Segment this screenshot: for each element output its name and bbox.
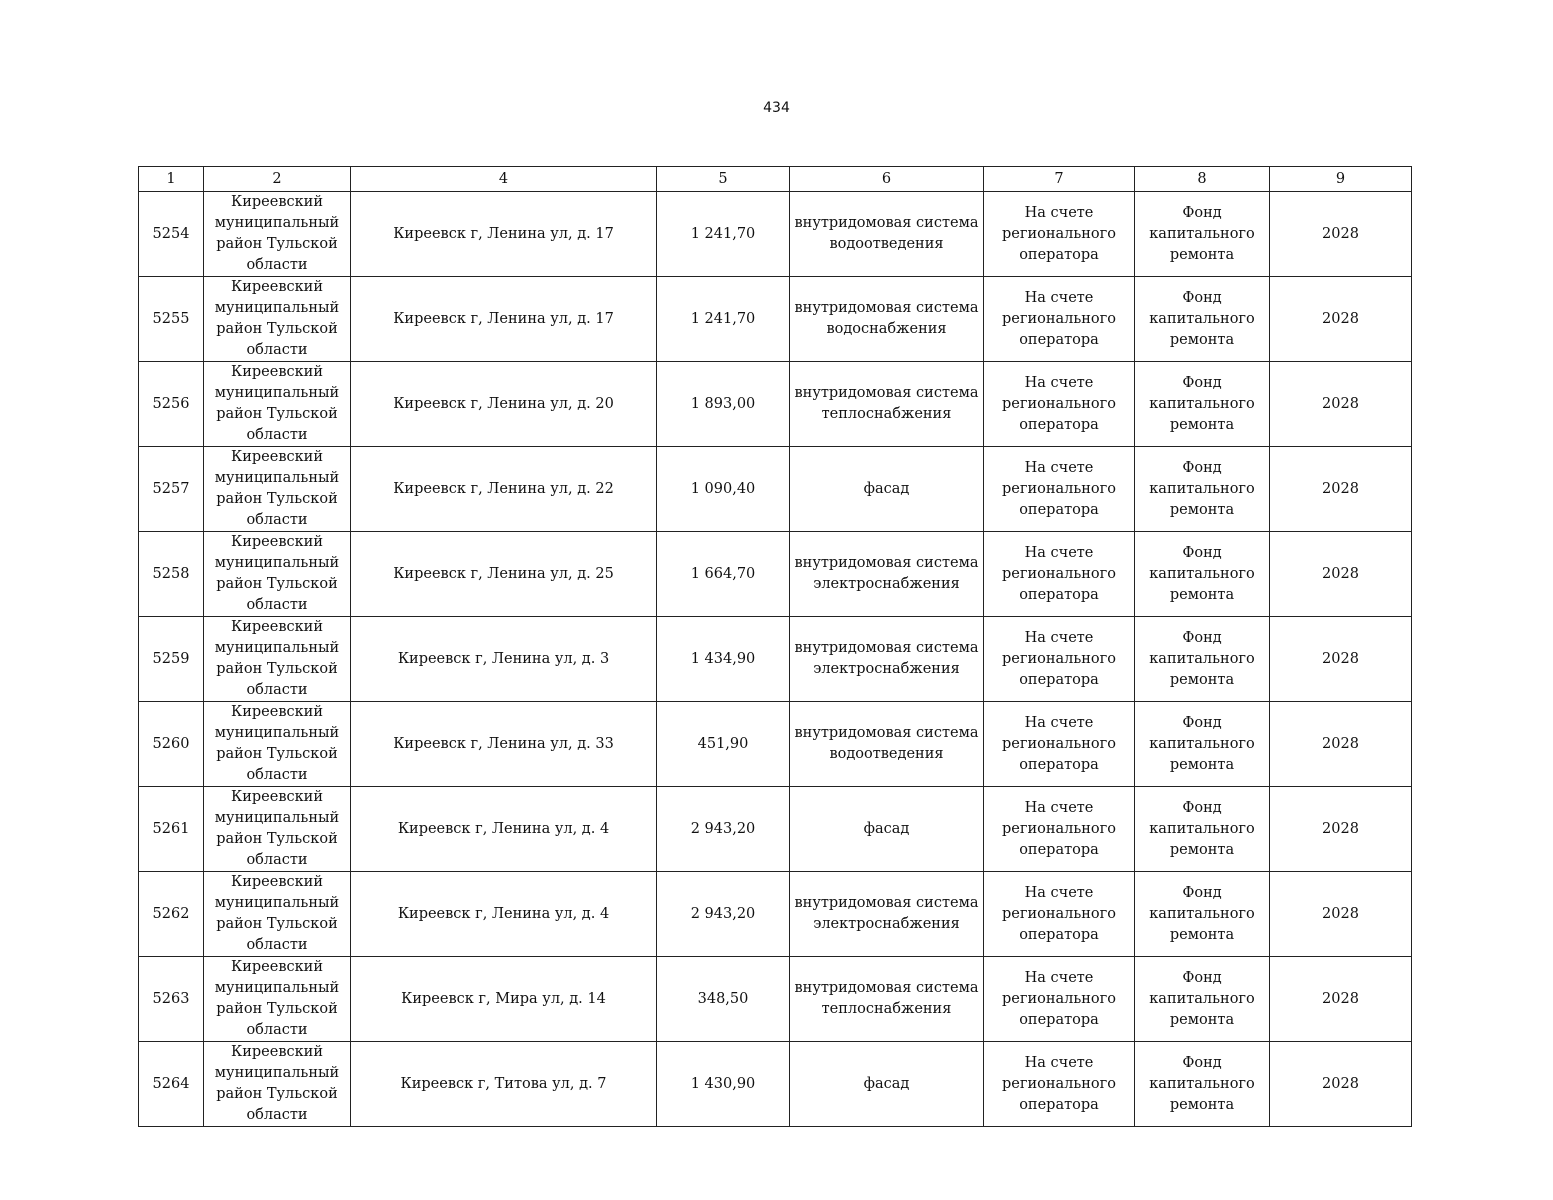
- row-number-cell: 5259: [139, 617, 204, 702]
- work-type-cell: внутридомовая система теплоснабжения: [790, 957, 984, 1042]
- municipality-cell: Киреевский муниципальный район Тульской области: [204, 702, 351, 787]
- work-type-cell: внутридомовая система электроснабжения: [790, 872, 984, 957]
- header-cell: 1: [139, 167, 204, 192]
- municipality-cell: Киреевский муниципальный район Тульской области: [204, 1042, 351, 1127]
- year-cell: 2028: [1270, 277, 1412, 362]
- row-number-cell: 5261: [139, 787, 204, 872]
- address-cell: Киреевск г, Ленина ул, д. 17: [351, 192, 657, 277]
- row-number-cell: 5264: [139, 1042, 204, 1127]
- funding-source-cell: Фонд капитального ремонта: [1135, 872, 1270, 957]
- header-cell: 6: [790, 167, 984, 192]
- area-value-cell: 1 241,70: [657, 277, 790, 362]
- work-type-cell: внутридомовая система теплоснабжения: [790, 362, 984, 447]
- funding-source-cell: Фонд капитального ремонта: [1135, 617, 1270, 702]
- funding-source-cell: Фонд капитального ремонта: [1135, 192, 1270, 277]
- account-method-cell: На счете регионального оператора: [984, 957, 1135, 1042]
- address-cell: Киреевск г, Ленина ул, д. 33: [351, 702, 657, 787]
- table-row: [139, 362, 1412, 447]
- account-method-cell: На счете регионального оператора: [984, 617, 1135, 702]
- year-cell: 2028: [1270, 362, 1412, 447]
- municipality-cell: Киреевский муниципальный район Тульской области: [204, 192, 351, 277]
- municipality-cell: Киреевский муниципальный район Тульской области: [204, 617, 351, 702]
- year-cell: 2028: [1270, 957, 1412, 1042]
- year-cell: 2028: [1270, 532, 1412, 617]
- municipality-cell: Киреевский муниципальный район Тульской области: [204, 277, 351, 362]
- work-type-cell: внутридомовая система водоотведения: [790, 192, 984, 277]
- account-method-cell: На счете регионального оператора: [984, 702, 1135, 787]
- year-cell: 2028: [1270, 192, 1412, 277]
- header-cell: 9: [1270, 167, 1412, 192]
- account-method-cell: На счете регионального оператора: [984, 277, 1135, 362]
- header-cell: 8: [1135, 167, 1270, 192]
- work-type-cell: фасад: [790, 787, 984, 872]
- page-number: 434: [763, 100, 790, 116]
- address-cell: Киреевск г, Ленина ул, д. 4: [351, 872, 657, 957]
- funding-source-cell: Фонд капитального ремонта: [1135, 447, 1270, 532]
- header-cell: 2: [204, 167, 351, 192]
- year-cell: 2028: [1270, 702, 1412, 787]
- row-number-cell: 5262: [139, 872, 204, 957]
- table-row: [139, 532, 1412, 617]
- funding-source-cell: Фонд капитального ремонта: [1135, 532, 1270, 617]
- account-method-cell: На счете регионального оператора: [984, 192, 1135, 277]
- row-number-cell: 5263: [139, 957, 204, 1042]
- year-cell: 2028: [1270, 787, 1412, 872]
- table-header-row: [139, 167, 1412, 192]
- row-number-cell: 5256: [139, 362, 204, 447]
- row-number-cell: 5255: [139, 277, 204, 362]
- address-cell: Киреевск г, Ленина ул, д. 3: [351, 617, 657, 702]
- address-cell: Киреевск г, Ленина ул, д. 4: [351, 787, 657, 872]
- municipality-cell: Киреевский муниципальный район Тульской области: [204, 787, 351, 872]
- header-cell: 5: [657, 167, 790, 192]
- table-row: [139, 277, 1412, 362]
- municipality-cell: Киреевский муниципальный район Тульской области: [204, 532, 351, 617]
- area-value-cell: 348,50: [657, 957, 790, 1042]
- area-value-cell: 1 893,00: [657, 362, 790, 447]
- funding-source-cell: Фонд капитального ремонта: [1135, 1042, 1270, 1127]
- table-row: [139, 1042, 1412, 1127]
- funding-source-cell: Фонд капитального ремонта: [1135, 787, 1270, 872]
- area-value-cell: 1 430,90: [657, 1042, 790, 1127]
- account-method-cell: На счете регионального оператора: [984, 787, 1135, 872]
- area-value-cell: 1 434,90: [657, 617, 790, 702]
- table-row: [139, 957, 1412, 1042]
- account-method-cell: На счете регионального оператора: [984, 872, 1135, 957]
- table-row: [139, 617, 1412, 702]
- municipality-cell: Киреевский муниципальный район Тульской области: [204, 872, 351, 957]
- municipality-cell: Киреевский муниципальный район Тульской области: [204, 957, 351, 1042]
- address-cell: Киреевск г, Титова ул, д. 7: [351, 1042, 657, 1127]
- work-type-cell: внутридомовая система водоснабжения: [790, 277, 984, 362]
- header-cell: 7: [984, 167, 1135, 192]
- address-cell: Киреевск г, Ленина ул, д. 17: [351, 277, 657, 362]
- table-row: [139, 787, 1412, 872]
- work-type-cell: фасад: [790, 1042, 984, 1127]
- area-value-cell: 1 241,70: [657, 192, 790, 277]
- area-value-cell: 1 090,40: [657, 447, 790, 532]
- funding-source-cell: Фонд капитального ремонта: [1135, 702, 1270, 787]
- row-number-cell: 5254: [139, 192, 204, 277]
- year-cell: 2028: [1270, 447, 1412, 532]
- address-cell: Киреевск г, Ленина ул, д. 25: [351, 532, 657, 617]
- capital-repair-table: [138, 166, 1412, 1127]
- table-row: [139, 447, 1412, 532]
- funding-source-cell: Фонд капитального ремонта: [1135, 957, 1270, 1042]
- work-type-cell: внутридомовая система электроснабжения: [790, 532, 984, 617]
- year-cell: 2028: [1270, 872, 1412, 957]
- account-method-cell: На счете регионального оператора: [984, 362, 1135, 447]
- address-cell: Киреевск г, Ленина ул, д. 22: [351, 447, 657, 532]
- table-row: [139, 192, 1412, 277]
- table-row: [139, 872, 1412, 957]
- work-type-cell: фасад: [790, 447, 984, 532]
- header-cell: 4: [351, 167, 657, 192]
- work-type-cell: внутридомовая система электроснабжения: [790, 617, 984, 702]
- account-method-cell: На счете регионального оператора: [984, 447, 1135, 532]
- work-type-cell: внутридомовая система водоотведения: [790, 702, 984, 787]
- funding-source-cell: Фонд капитального ремонта: [1135, 362, 1270, 447]
- row-number-cell: 5258: [139, 532, 204, 617]
- account-method-cell: На счете регионального оператора: [984, 532, 1135, 617]
- area-value-cell: 451,90: [657, 702, 790, 787]
- area-value-cell: 2 943,20: [657, 872, 790, 957]
- table-row: [139, 702, 1412, 787]
- year-cell: 2028: [1270, 617, 1412, 702]
- municipality-cell: Киреевский муниципальный район Тульской области: [204, 447, 351, 532]
- area-value-cell: 1 664,70: [657, 532, 790, 617]
- funding-source-cell: Фонд капитального ремонта: [1135, 277, 1270, 362]
- municipality-cell: Киреевский муниципальный район Тульской области: [204, 362, 351, 447]
- row-number-cell: 5257: [139, 447, 204, 532]
- address-cell: Киреевск г, Мира ул, д. 14: [351, 957, 657, 1042]
- year-cell: 2028: [1270, 1042, 1412, 1127]
- row-number-cell: 5260: [139, 702, 204, 787]
- address-cell: Киреевск г, Ленина ул, д. 20: [351, 362, 657, 447]
- account-method-cell: На счете регионального оператора: [984, 1042, 1135, 1127]
- area-value-cell: 2 943,20: [657, 787, 790, 872]
